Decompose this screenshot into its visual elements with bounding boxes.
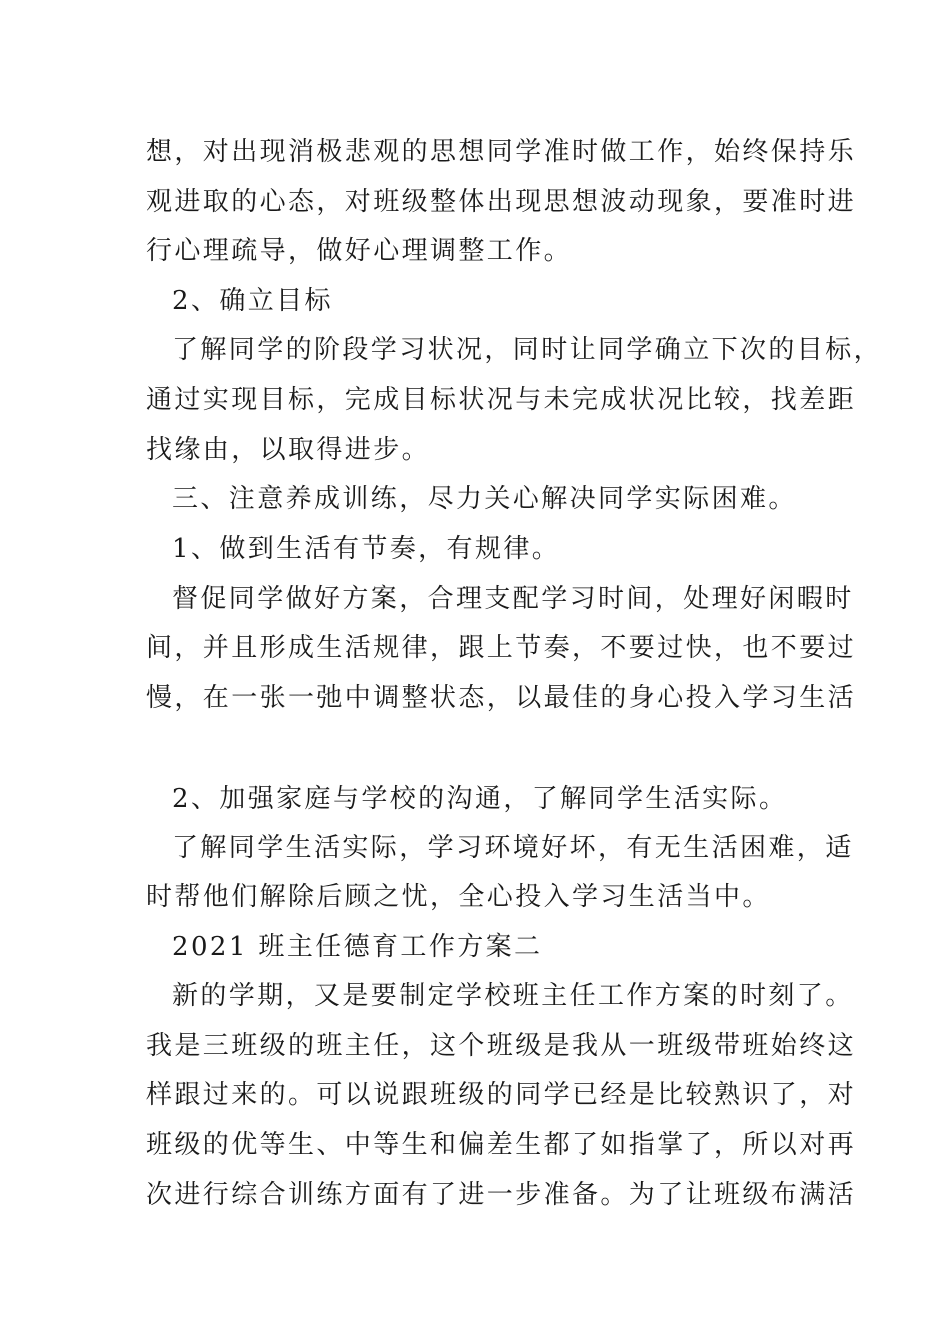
paragraph-line: 间，并且形成生活规律，跟上节奏，不要过快，也不要过 (146, 633, 857, 663)
paragraph-line: 班级的优等生、中等生和偏差生都了如指掌了，所以对再 (146, 1130, 857, 1160)
section-heading: 1、做到生活有节奏，有规律。 (172, 534, 561, 564)
document-title: 2021 班主任德育工作方案二 (172, 932, 543, 962)
paragraph-line: 想，对出现消极悲观的思想同学准时做工作，始终保持乐 (146, 137, 857, 167)
paragraph-line: 行心理疏导，做好心理调整工作。 (146, 236, 573, 266)
paragraph-line: 找缘由，以取得进步。 (146, 435, 431, 465)
paragraph-line: 督促同学做好方案，合理支配学习时间，处理好闲暇时 (172, 584, 854, 614)
paragraph-line: 了解同学生活实际，学习环境好坏，有无生活困难，适 (172, 833, 854, 863)
section-heading: 2、确立目标 (172, 286, 333, 316)
section-heading: 2、加强家庭与学校的沟通，了解同学生活实际。 (172, 784, 788, 814)
paragraph-line: 样跟过来的。可以说跟班级的同学已经是比较熟识了，对 (146, 1080, 857, 1110)
paragraph-line: 次进行综合训练方面有了进一步准备。为了让班级布满活 (146, 1180, 857, 1210)
paragraph-line: 了解同学的阶段学习状况，同时让同学确立下次的目标， (172, 335, 883, 365)
section-heading: 三、注意养成训练，尽力关心解决同学实际困难。 (172, 484, 797, 514)
paragraph-line: 通过实现目标，完成目标状况与未完成状况比较，找差距 (146, 385, 857, 415)
paragraph-line: 慢，在一张一弛中调整状态，以最佳的身心投入学习生活 (146, 683, 857, 713)
paragraph-line: 观进取的心态，对班级整体出现思想波动现象，要准时进 (146, 187, 857, 217)
paragraph-line: 我是三班级的班主任，这个班级是我从一班级带班始终这 (146, 1031, 857, 1061)
paragraph-line: 时帮他们解除后顾之忧，全心投入学习生活当中。 (146, 882, 771, 912)
paragraph-line: 新的学期，又是要制定学校班主任工作方案的时刻了。 (172, 981, 854, 1011)
